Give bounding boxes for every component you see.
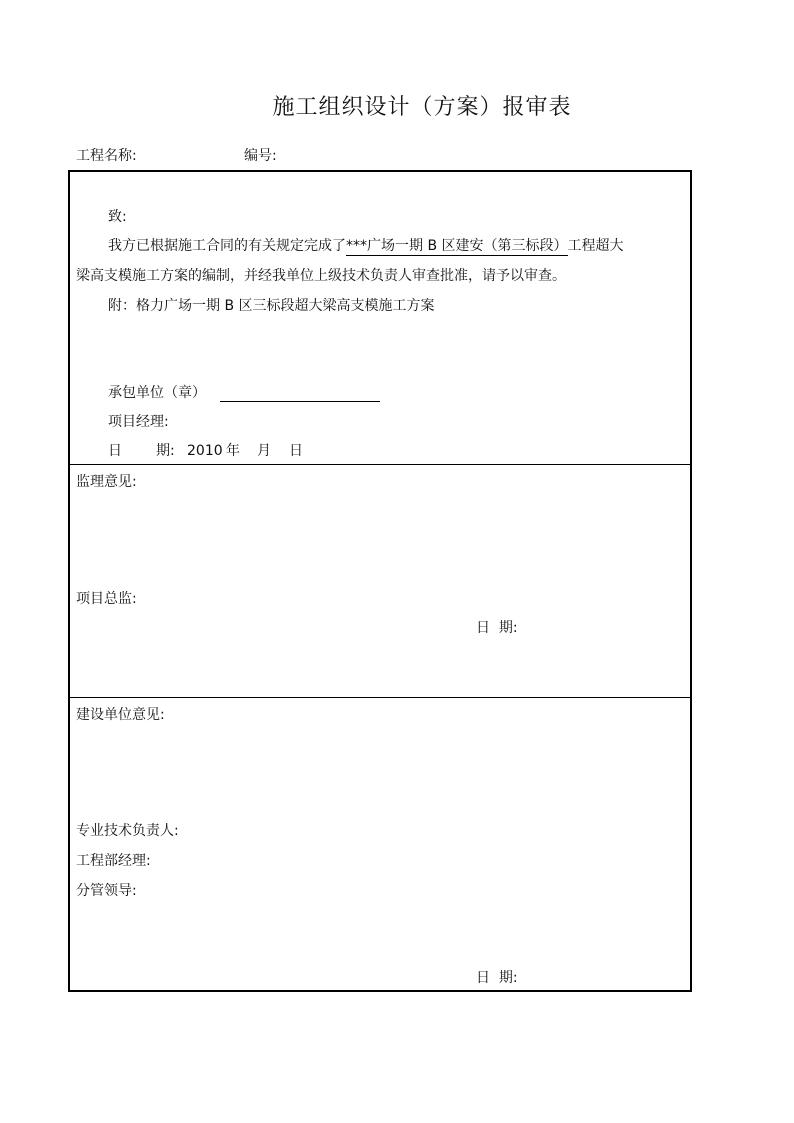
- attachment-line: 附：格力广场一期 B 区三标段超大梁高支模施工方案: [108, 298, 435, 314]
- leader-label: 分管领导:: [76, 883, 137, 899]
- form-frame: [68, 170, 692, 992]
- owner-date-label: 日 期:: [476, 970, 518, 986]
- body-project: ***广场一期 B 区建安（第三标段）: [346, 238, 568, 254]
- supervision-date-label: 日 期:: [476, 620, 518, 636]
- supervision-opinion-label: 监理意见:: [76, 474, 137, 490]
- body-line-1: [108, 237, 624, 255]
- project-name-label: 工程名称:: [76, 148, 137, 164]
- contractor-label: 承包单位（章）: [108, 385, 206, 401]
- number-label: 编号:: [244, 148, 277, 164]
- contractor-signature-line: [220, 401, 380, 402]
- divider-1: [68, 464, 692, 465]
- to-label: 致:: [108, 209, 127, 225]
- date-label-b: 期:: [156, 443, 175, 459]
- project-manager-label: 项目经理:: [108, 414, 169, 430]
- body-suffix: 工程超大: [567, 238, 624, 254]
- date-day-unit: 日: [289, 443, 303, 459]
- body-line-2: 梁高支模施工方案的编制，并经我单位上级技术负责人审查批准，请予以审查。: [76, 268, 566, 284]
- tech-lead-label: 专业技术负责人:: [76, 823, 179, 839]
- date-label-a: 日: [108, 443, 122, 459]
- date-year-unit: 年: [226, 443, 240, 459]
- divider-2: [68, 697, 692, 698]
- page-title: 施工组织设计（方案）报审表: [272, 95, 572, 120]
- owner-opinion-label: 建设单位意见:: [76, 707, 165, 723]
- chief-supervisor-label: 项目总监:: [76, 591, 137, 607]
- date-year: 2010: [187, 443, 223, 459]
- date-month-unit: 月: [257, 443, 271, 459]
- engineering-manager-label: 工程部经理:: [76, 853, 151, 869]
- body-prefix: 我方已根据施工合同的有关规定完成了: [108, 238, 346, 254]
